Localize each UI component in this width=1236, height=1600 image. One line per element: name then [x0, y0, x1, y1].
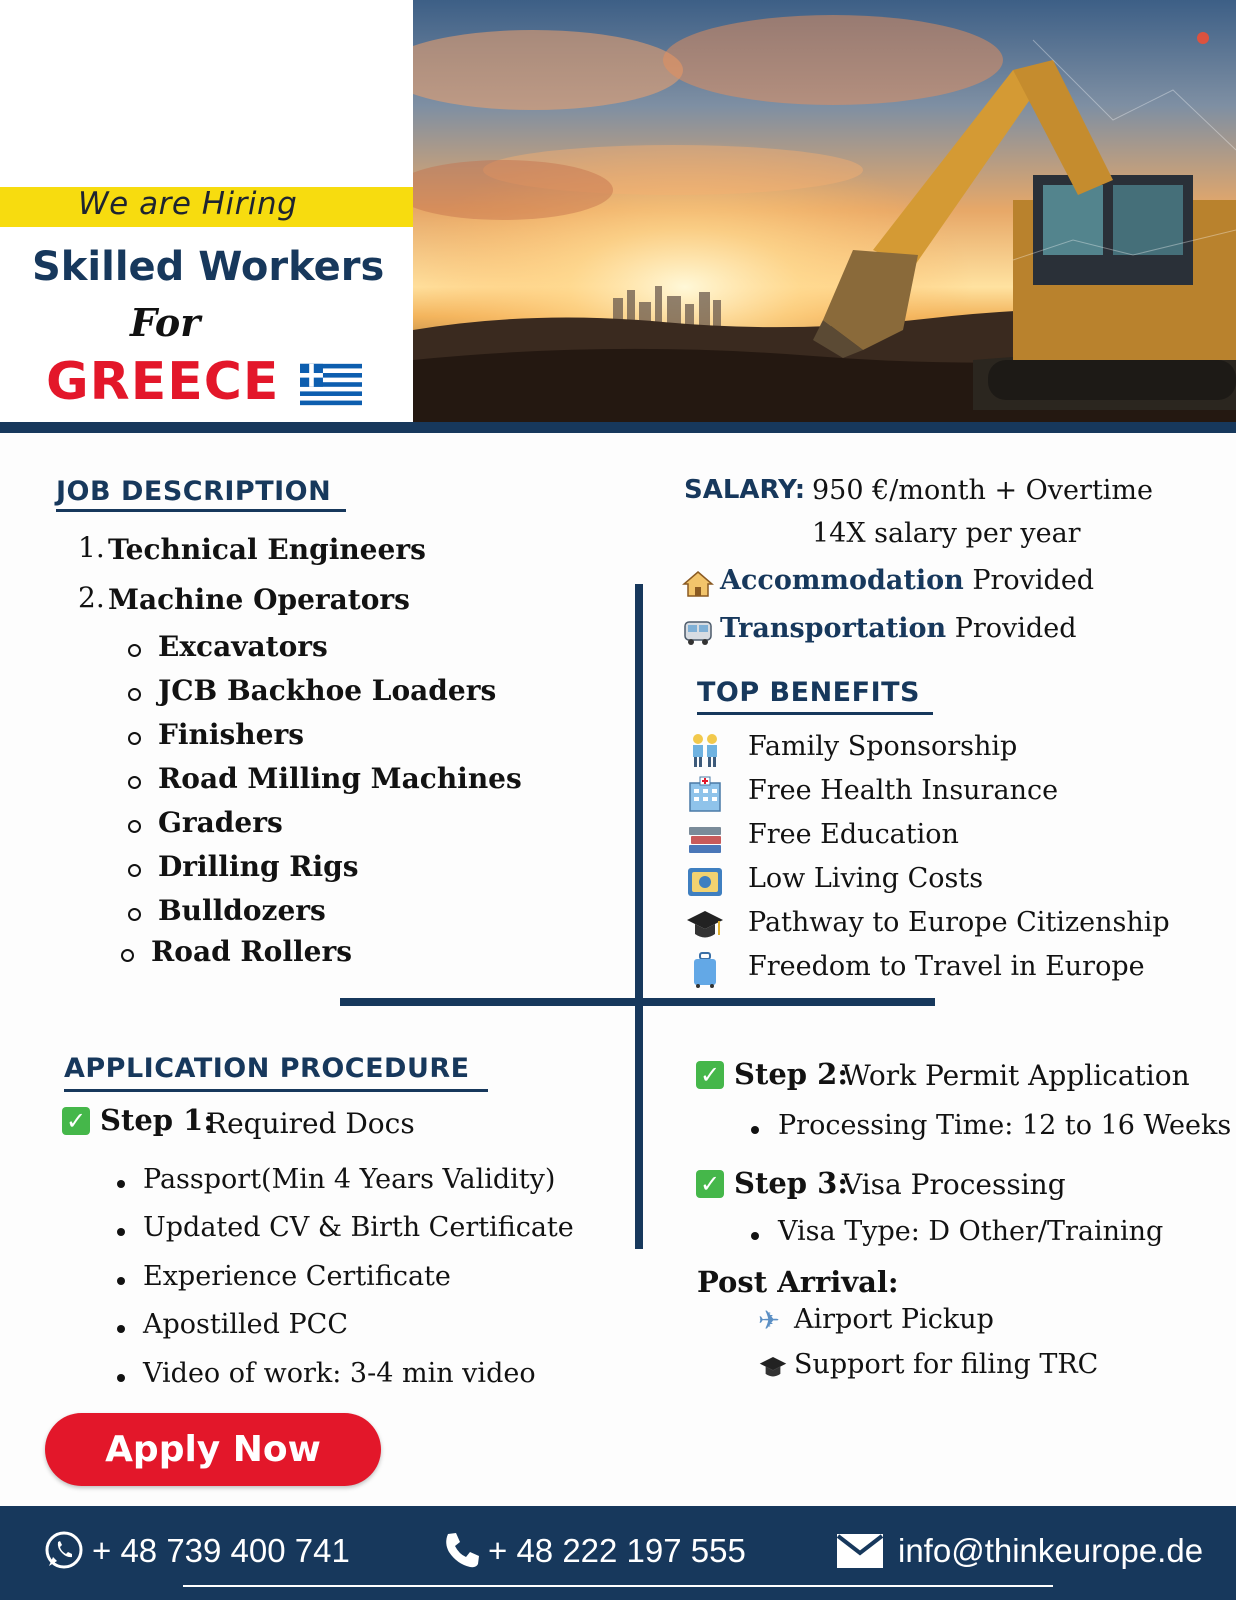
bus-icon [682, 618, 714, 646]
machine-type-item: Bulldozers [158, 894, 326, 927]
bullet [121, 949, 134, 962]
apply-now-button[interactable]: Apply Now [45, 1413, 381, 1486]
bullet [128, 908, 141, 921]
benefit-item: Family Sponsorship [748, 731, 1018, 762]
bullet [128, 732, 141, 745]
step-3-label: Step 3: [734, 1166, 849, 1200]
job-description-title: JOB DESCRIPTION [56, 476, 332, 507]
vertical-divider [635, 584, 643, 1249]
salary-label: SALARY: [684, 475, 806, 505]
step-1-label: Step 1: [100, 1103, 215, 1137]
machine-type-item: Road Milling Machines [158, 762, 522, 795]
luggage-icon [686, 951, 724, 989]
bullet [128, 776, 141, 789]
benefit-item: Freedom to Travel in Europe [748, 951, 1145, 982]
bullet [117, 1325, 125, 1333]
application-procedure-title: APPLICATION PROCEDURE [64, 1053, 470, 1084]
machine-type-item: Road Rollers [151, 935, 352, 968]
graduation-cap-icon [686, 907, 724, 945]
hiring-label: We are Hiring [78, 186, 298, 222]
books-icon [686, 819, 724, 857]
document-item: Video of work: 3-4 min video [143, 1358, 536, 1389]
step-2-detail: Processing Time: 12 to 16 Weeks [778, 1110, 1232, 1141]
excavator-hero-image [413, 0, 1236, 422]
house-icon [682, 570, 714, 598]
bullet [751, 1126, 759, 1134]
benefit-item: Free Education [748, 819, 959, 850]
post-arrival-item: Airport Pickup [794, 1304, 994, 1335]
salary-note: 14X salary per year [812, 518, 1081, 549]
machine-type-item: Excavators [158, 630, 328, 663]
post-arrival-title: Post Arrival: [697, 1265, 899, 1299]
hospital-icon [686, 775, 724, 813]
bullet [128, 820, 141, 833]
step-3-text: Visa Processing [842, 1168, 1066, 1201]
family-icon [686, 731, 724, 769]
perk-status: Provided [954, 613, 1077, 644]
perk-accommodation: Accommodation [720, 565, 964, 596]
phone-number[interactable]: + 48 222 197 555 [488, 1532, 746, 1569]
bullet [751, 1232, 759, 1240]
position-number: 2. [78, 581, 105, 614]
bullet [128, 688, 141, 701]
title-underline [697, 712, 933, 715]
whatsapp-number[interactable]: + 48 739 400 741 [92, 1532, 350, 1569]
title-underline [56, 509, 346, 512]
document-item: Apostilled PCC [143, 1309, 348, 1340]
machine-type-item: Graders [158, 806, 283, 839]
bullet [117, 1277, 125, 1285]
bullet [128, 644, 141, 657]
perk-transportation: Transportation [720, 613, 947, 644]
checkmark-icon: ✓ [62, 1107, 90, 1135]
for-label: For [130, 300, 201, 345]
step-3-detail: Visa Type: D Other/Training [778, 1216, 1164, 1247]
step-2-text: Work Permit Application [842, 1059, 1190, 1092]
benefit-item: Low Living Costs [748, 863, 984, 894]
checkmark-icon: ✓ [696, 1170, 724, 1198]
machine-type-item: JCB Backhoe Loaders [158, 674, 497, 707]
bullet [128, 864, 141, 877]
machine-type-item: Drilling Rigs [158, 850, 359, 883]
machine-type-item: Finishers [158, 718, 304, 751]
salary-value: 950 €/month + Overtime [812, 475, 1154, 506]
country-title: GREECE [46, 352, 280, 412]
phone-icon[interactable] [442, 1530, 482, 1570]
header-divider [0, 422, 1236, 433]
benefit-item: Free Health Insurance [748, 775, 1059, 806]
document-item: Updated CV & Birth Certificate [143, 1212, 574, 1243]
footer-divider [183, 1585, 1053, 1587]
checkmark-icon: ✓ [696, 1061, 724, 1089]
benefit-item: Pathway to Europe Citizenship [748, 907, 1170, 938]
document-item: Passport(Min 4 Years Validity) [143, 1164, 556, 1195]
email-icon[interactable] [836, 1533, 884, 1569]
bullet [117, 1180, 125, 1188]
bullet [117, 1374, 125, 1382]
horizontal-divider [340, 998, 935, 1006]
graduation-cap-icon [758, 1354, 788, 1382]
document-item: Experience Certificate [143, 1261, 451, 1292]
perk-status: Provided [972, 565, 1095, 596]
position-machine-operators: Machine Operators [108, 583, 410, 616]
airplane-icon: ✈ [758, 1306, 780, 1336]
money-icon [686, 863, 724, 901]
headline: Skilled Workers [32, 244, 385, 290]
step-2-label: Step 2: [734, 1057, 849, 1091]
title-underline [64, 1089, 488, 1092]
top-benefits-title: TOP BENEFITS [697, 677, 920, 708]
email-address[interactable]: info@thinkeurope.de [898, 1532, 1204, 1569]
whatsapp-icon[interactable] [44, 1530, 84, 1570]
step-1-text: Required Docs [206, 1107, 415, 1140]
bullet [117, 1228, 125, 1236]
greece-flag-icon [300, 362, 362, 407]
position-number: 1. [78, 531, 105, 564]
post-arrival-item: Support for filing TRC [794, 1349, 1099, 1380]
position-technical-engineers: Technical Engineers [108, 533, 426, 566]
